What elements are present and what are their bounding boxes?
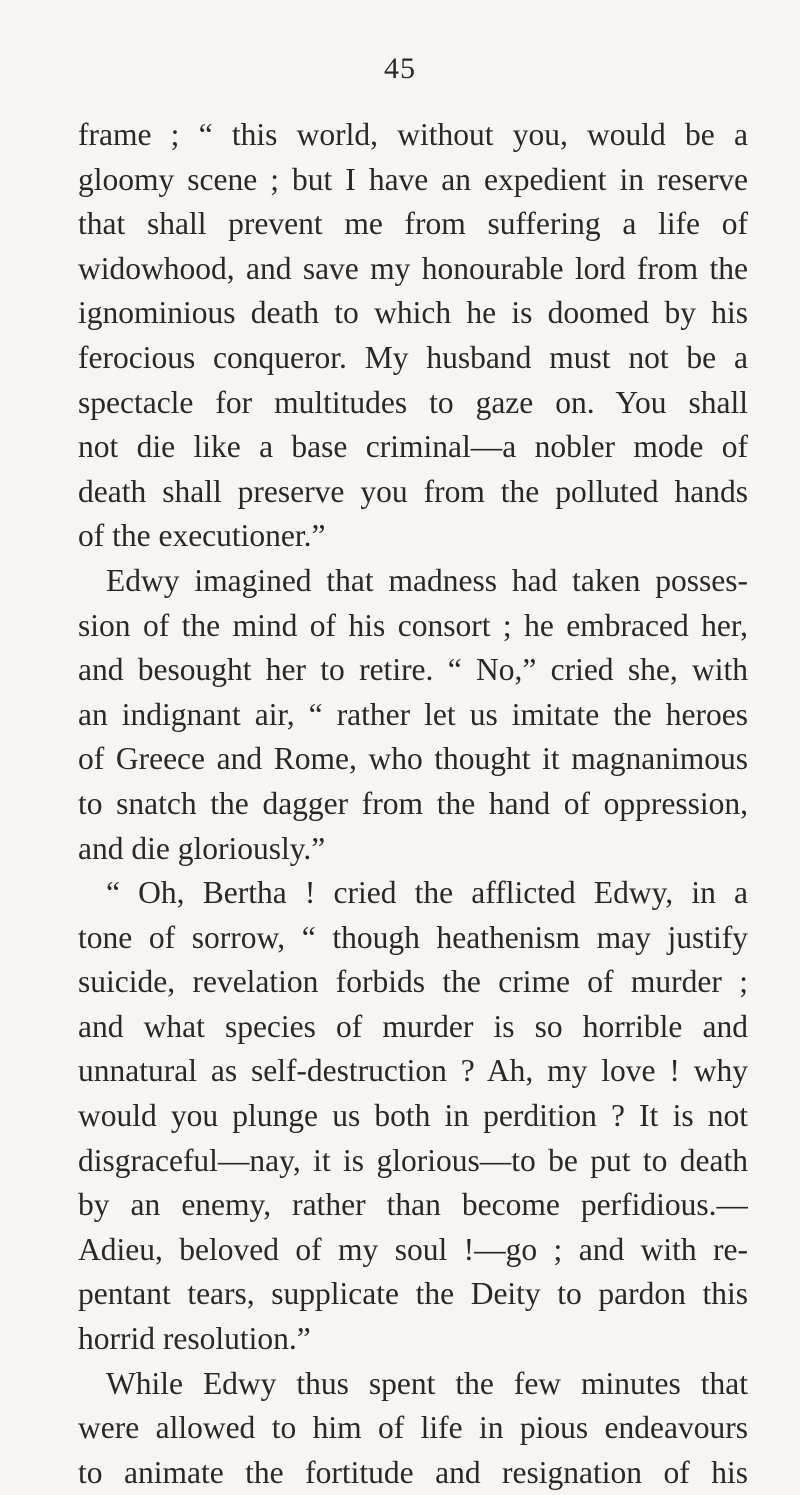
text-line: of Greece and Rome, who thought it magnanimous <box>78 741 748 777</box>
text-line: tone of sorrow, “ though heathenism may justify <box>78 919 748 955</box>
text-line: and what species of murder is so horrible and <box>78 1008 748 1044</box>
text-line: ignominious death to which he is doomed by his <box>78 295 748 331</box>
text-line: gloomy scene ; but I have an expedient in reserve <box>78 161 748 197</box>
text-line: While Edwy thus spent the few minutes that <box>106 1365 748 1401</box>
text-line: widowhood, and save my honourable lord from the <box>78 250 748 286</box>
text-line: “ Oh, Bertha ! cried the afflicted Edwy, in a <box>106 875 748 911</box>
page-number: 45 <box>384 52 416 85</box>
text-line: sion of the mind of his consort ; he embraced her, <box>78 607 748 643</box>
text-line: pentant tears, supplicate the Deity to pardon this <box>78 1276 748 1312</box>
text-line: were allowed to him of life in pious endeavours <box>78 1410 748 1446</box>
text-line: Edwy imagined that madness had taken posses- <box>106 562 748 598</box>
body-text <box>78 113 748 1495</box>
text-line: Adieu, beloved of my soul !—go ; and with re- <box>78 1231 748 1267</box>
text-line: unnatural as self-destruction ? Ah, my love ! why <box>78 1053 748 1089</box>
text-line: would you plunge us both in perdition ? It is not <box>78 1098 748 1134</box>
text-line: frame ; “ this world, without you, would be a <box>78 117 748 152</box>
text-line: and besought her to retire. “ No,” cried she, with <box>78 652 748 688</box>
text-line: of the executioner.” <box>78 518 326 554</box>
text-line: not die like a base criminal—a nobler mode of <box>78 429 748 465</box>
text-line: spectacle for multitudes to gaze on. You shall <box>78 384 748 420</box>
text-line: death shall preserve you from the polluted hands <box>78 473 748 509</box>
text-line: horrid resolution.” <box>78 1321 311 1357</box>
text-line: to animate the fortitude and resignation of his <box>78 1454 748 1490</box>
text-line: to snatch the dagger from the hand of oppression, <box>78 785 748 821</box>
text-line: an indignant air, “ rather let us imitate the heroes <box>78 696 748 732</box>
text-line: that shall prevent me from suffering a life of <box>78 206 748 242</box>
text-line: disgraceful—nay, it is glorious—to be put to death <box>78 1142 748 1178</box>
text-line: and die gloriously.” <box>78 830 326 866</box>
text-line: by an enemy, rather than become perfidious.— <box>78 1187 748 1223</box>
text-line: suicide, revelation forbids the crime of murder ; <box>78 964 748 1000</box>
text-line: ferocious conqueror. My husband must not be a <box>78 339 748 375</box>
